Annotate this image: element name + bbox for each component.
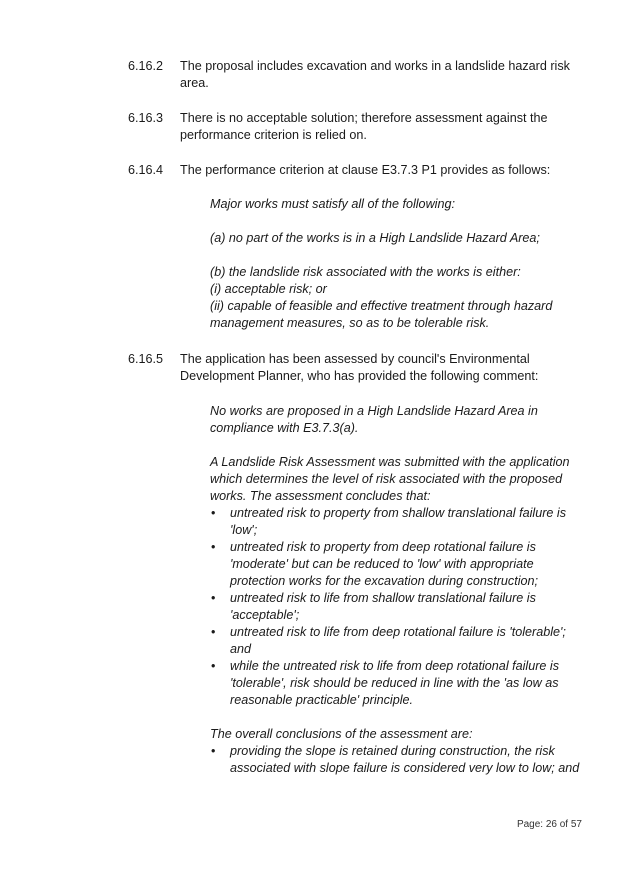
quote-intro: Major works must satisfy all of the following: [210, 197, 455, 211]
list-item-text: untreated risk to life from shallow translational failure is 'acceptable'; [230, 591, 536, 622]
quote-item-b-i: (i) acceptable risk; or [210, 282, 327, 296]
list-item [210, 658, 580, 709]
list-item [210, 539, 580, 590]
bullet-icon: • [211, 540, 216, 554]
bullet-icon: • [211, 625, 216, 639]
section-number: 6.16.3 [128, 111, 164, 125]
bullet-icon: • [211, 744, 216, 758]
list-item-text: untreated risk to life from deep rotational failure is 'tolerable'; and [230, 625, 566, 656]
quote-paragraph: The overall conclusions of the assessment are: [210, 727, 473, 741]
planner-comment-quote [210, 403, 580, 777]
quote-item-b: (b) the landslide risk associated with the works is either: [210, 265, 521, 279]
risk-bullet-list [210, 505, 580, 709]
quote-item-b-ii: (ii) capable of feasible and effective treatment through hazard management measures, so as to be tolerable risk. [210, 299, 553, 330]
section-text: There is no acceptable solution; therefore assessment against the performance criterion is relied on. [180, 111, 548, 142]
bullet-icon: • [211, 506, 216, 520]
list-item [210, 590, 580, 624]
bullet-icon: • [211, 591, 216, 605]
list-item-text: while the untreated risk to life from deep rotational failure is 'tolerable', risk should be reduced in line with the 'as low as reasonable practicable' principle. [230, 659, 560, 707]
list-item-text: untreated risk to property from deep rotational failure is 'moderate' but can be reduced to 'low' with appropriate protection works for the excavation during construction; [230, 540, 539, 588]
quote-paragraph: No works are proposed in a High Landslide Hazard Area in compliance with E3.7.3(a). [210, 404, 538, 435]
section-text: The performance criterion at clause E3.7.3 P1 provides as follows: [180, 163, 551, 177]
bullet-icon: • [211, 659, 216, 673]
quote-paragraph: A Landslide Risk Assessment was submitted with the application which determines the level of risk associated with the proposed works. The assessment concludes that: [210, 455, 570, 503]
section-number: 6.16.4 [128, 163, 164, 177]
section-number: 6.16.2 [128, 59, 164, 73]
list-item-text: untreated risk to property from shallow translational failure is 'low'; [230, 506, 566, 537]
section-number: 6.16.5 [128, 352, 164, 366]
page-number: Page: 26 of 57 [516, 819, 582, 830]
list-item [210, 624, 580, 658]
list-item [210, 743, 580, 777]
criterion-quote [210, 196, 580, 332]
list-item-text: providing the slope is retained during construction, the risk associated with slope failure is considered very low to low; and [230, 744, 580, 775]
quote-item-a: (a) no part of the works is in a High Landslide Hazard Area; [210, 231, 540, 245]
list-item [210, 505, 580, 539]
conclusion-bullet-list [210, 743, 580, 777]
section-text: The proposal includes excavation and works in a landslide hazard risk area. [180, 59, 570, 90]
section-text: The application has been assessed by council's Environmental Development Planner, who has provided the following comment: [180, 352, 539, 383]
